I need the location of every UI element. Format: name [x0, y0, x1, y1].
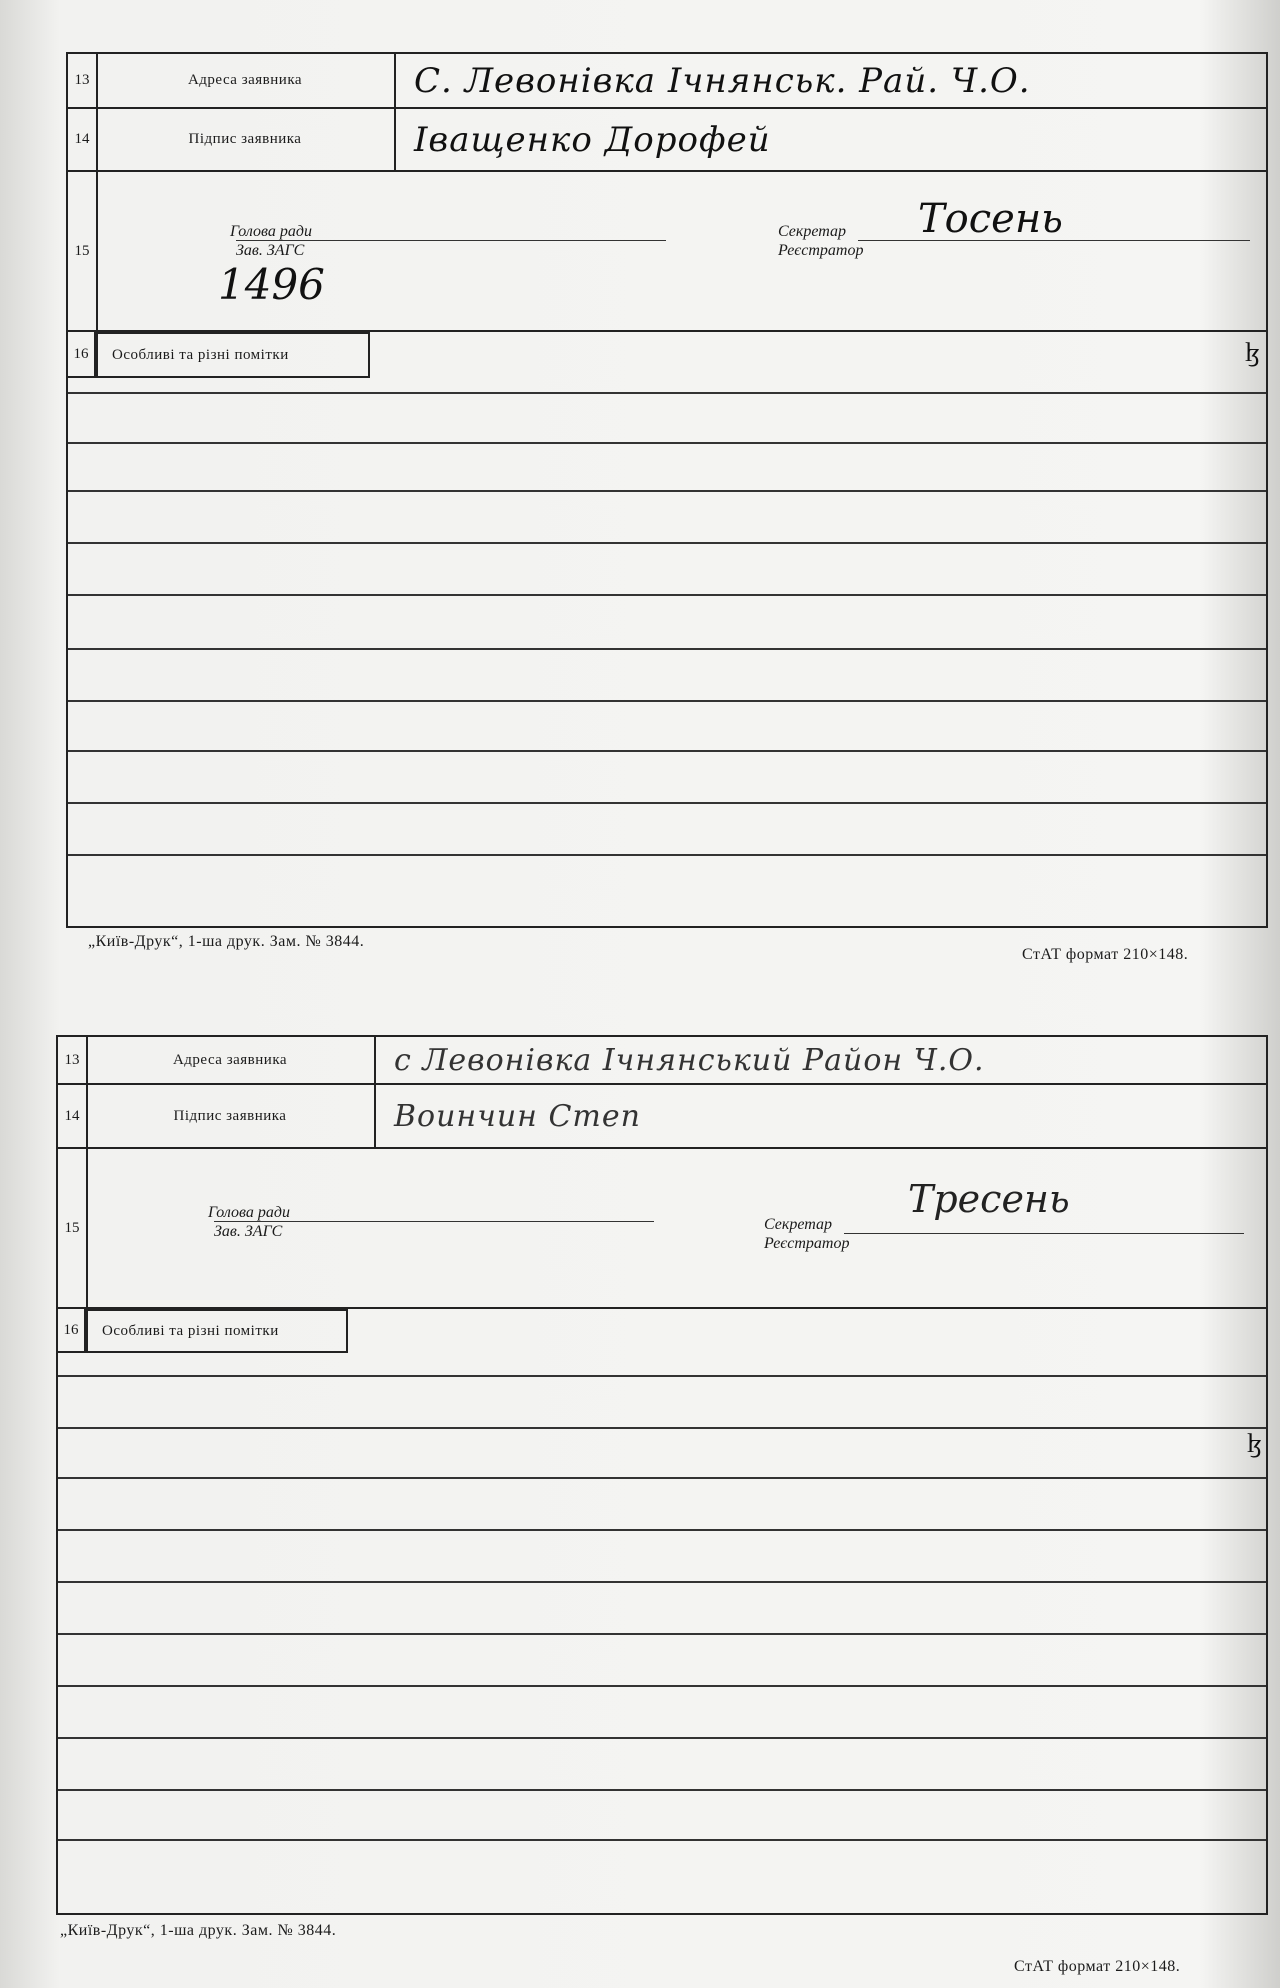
row-number: 16	[68, 332, 96, 378]
registration-form-upper	[66, 52, 1268, 928]
format-imprint: СтАТ формат 210×148.	[1014, 1958, 1181, 1975]
row-number: 15	[68, 172, 98, 330]
notes-label: Особливі та різні помітки	[96, 332, 370, 378]
registry-head-label: Зав. ЗАГС	[214, 1223, 283, 1240]
ruled-line	[58, 1581, 1266, 1583]
row-number: 16	[58, 1309, 86, 1353]
row-13-applicant-address	[58, 1037, 1266, 1085]
row-16-notes	[58, 1309, 1266, 1913]
applicant-signature-value: Воинчин Степ	[394, 1098, 641, 1134]
ruled-line	[58, 1685, 1266, 1687]
registrar-label: Реєстратор	[764, 1235, 850, 1252]
ruled-line	[58, 1477, 1266, 1479]
ruled-line	[68, 392, 1266, 394]
registry-head-label: Зав. ЗАГС	[236, 242, 305, 259]
applicant-address-value: С. Левонівка Ічнянськ. Рай. Ч.О.	[414, 60, 1031, 101]
row-16-notes	[68, 332, 1266, 926]
field-label-applicant-address: Адреса заявника	[86, 1037, 376, 1083]
handwritten-note: 1496	[218, 260, 325, 309]
registration-form-lower	[56, 1035, 1268, 1915]
ruled-line	[68, 542, 1266, 544]
printer-imprint: „Київ-Друк“, 1-ша друк. Зам. № 3844.	[88, 933, 365, 950]
ruled-line	[68, 648, 1266, 650]
corner-mark: ɮ	[1244, 338, 1260, 367]
row-14-applicant-signature	[68, 109, 1266, 172]
ruled-line	[68, 700, 1266, 702]
ruled-line	[68, 750, 1266, 752]
ruled-line	[68, 442, 1266, 444]
applicant-address-value: с Левонівка Ічнянський Район Ч.О.	[394, 1042, 985, 1078]
head-of-council-label: Голова ради	[230, 223, 312, 240]
ruled-line	[58, 1427, 1266, 1429]
printer-imprint: „Київ-Друк“, 1-ша друк. Зам. № 3844.	[60, 1922, 337, 1939]
secretary-label: Секретар	[764, 1216, 833, 1233]
head-of-council-label: Голова ради	[208, 1204, 290, 1221]
registrar-label: Реєстратор	[778, 242, 864, 259]
row-number: 13	[68, 54, 98, 107]
notes-label: Особливі та різні помітки	[86, 1309, 348, 1353]
secretary-signature: Тресень	[908, 1177, 1070, 1221]
secretary-signature-line	[844, 1233, 1244, 1234]
applicant-signature-value: Іващенко Дорофей	[414, 119, 771, 160]
secretary-label: Секретар	[778, 223, 847, 240]
ruled-line	[68, 490, 1266, 492]
ruled-line	[68, 594, 1266, 596]
row-number: 15	[58, 1149, 88, 1307]
ruled-line	[58, 1529, 1266, 1531]
secretary-signature: Тосень	[918, 196, 1063, 242]
ruled-line	[58, 1633, 1266, 1635]
field-label-applicant-address: Адреса заявника	[96, 54, 396, 107]
head-signature-line	[236, 240, 666, 241]
ruled-line	[58, 1375, 1266, 1377]
corner-mark: ɮ	[1246, 1429, 1262, 1458]
ruled-line	[68, 802, 1266, 804]
field-label-applicant-signature: Підпис заявника	[96, 109, 396, 170]
head-signature-line	[214, 1221, 654, 1222]
format-imprint: СтАТ формат 210×148.	[1022, 946, 1189, 963]
ruled-line	[58, 1737, 1266, 1739]
row-number: 13	[58, 1037, 88, 1083]
row-13-applicant-address	[68, 54, 1266, 109]
ruled-line	[58, 1839, 1266, 1841]
row-number: 14	[58, 1085, 88, 1147]
field-label-applicant-signature: Підпис заявника	[86, 1085, 376, 1147]
ruled-line	[58, 1789, 1266, 1791]
ruled-line	[68, 854, 1266, 856]
row-15-officials	[58, 1149, 1266, 1309]
row-15-officials	[68, 172, 1266, 332]
row-number: 14	[68, 109, 98, 170]
row-14-applicant-signature	[58, 1085, 1266, 1149]
